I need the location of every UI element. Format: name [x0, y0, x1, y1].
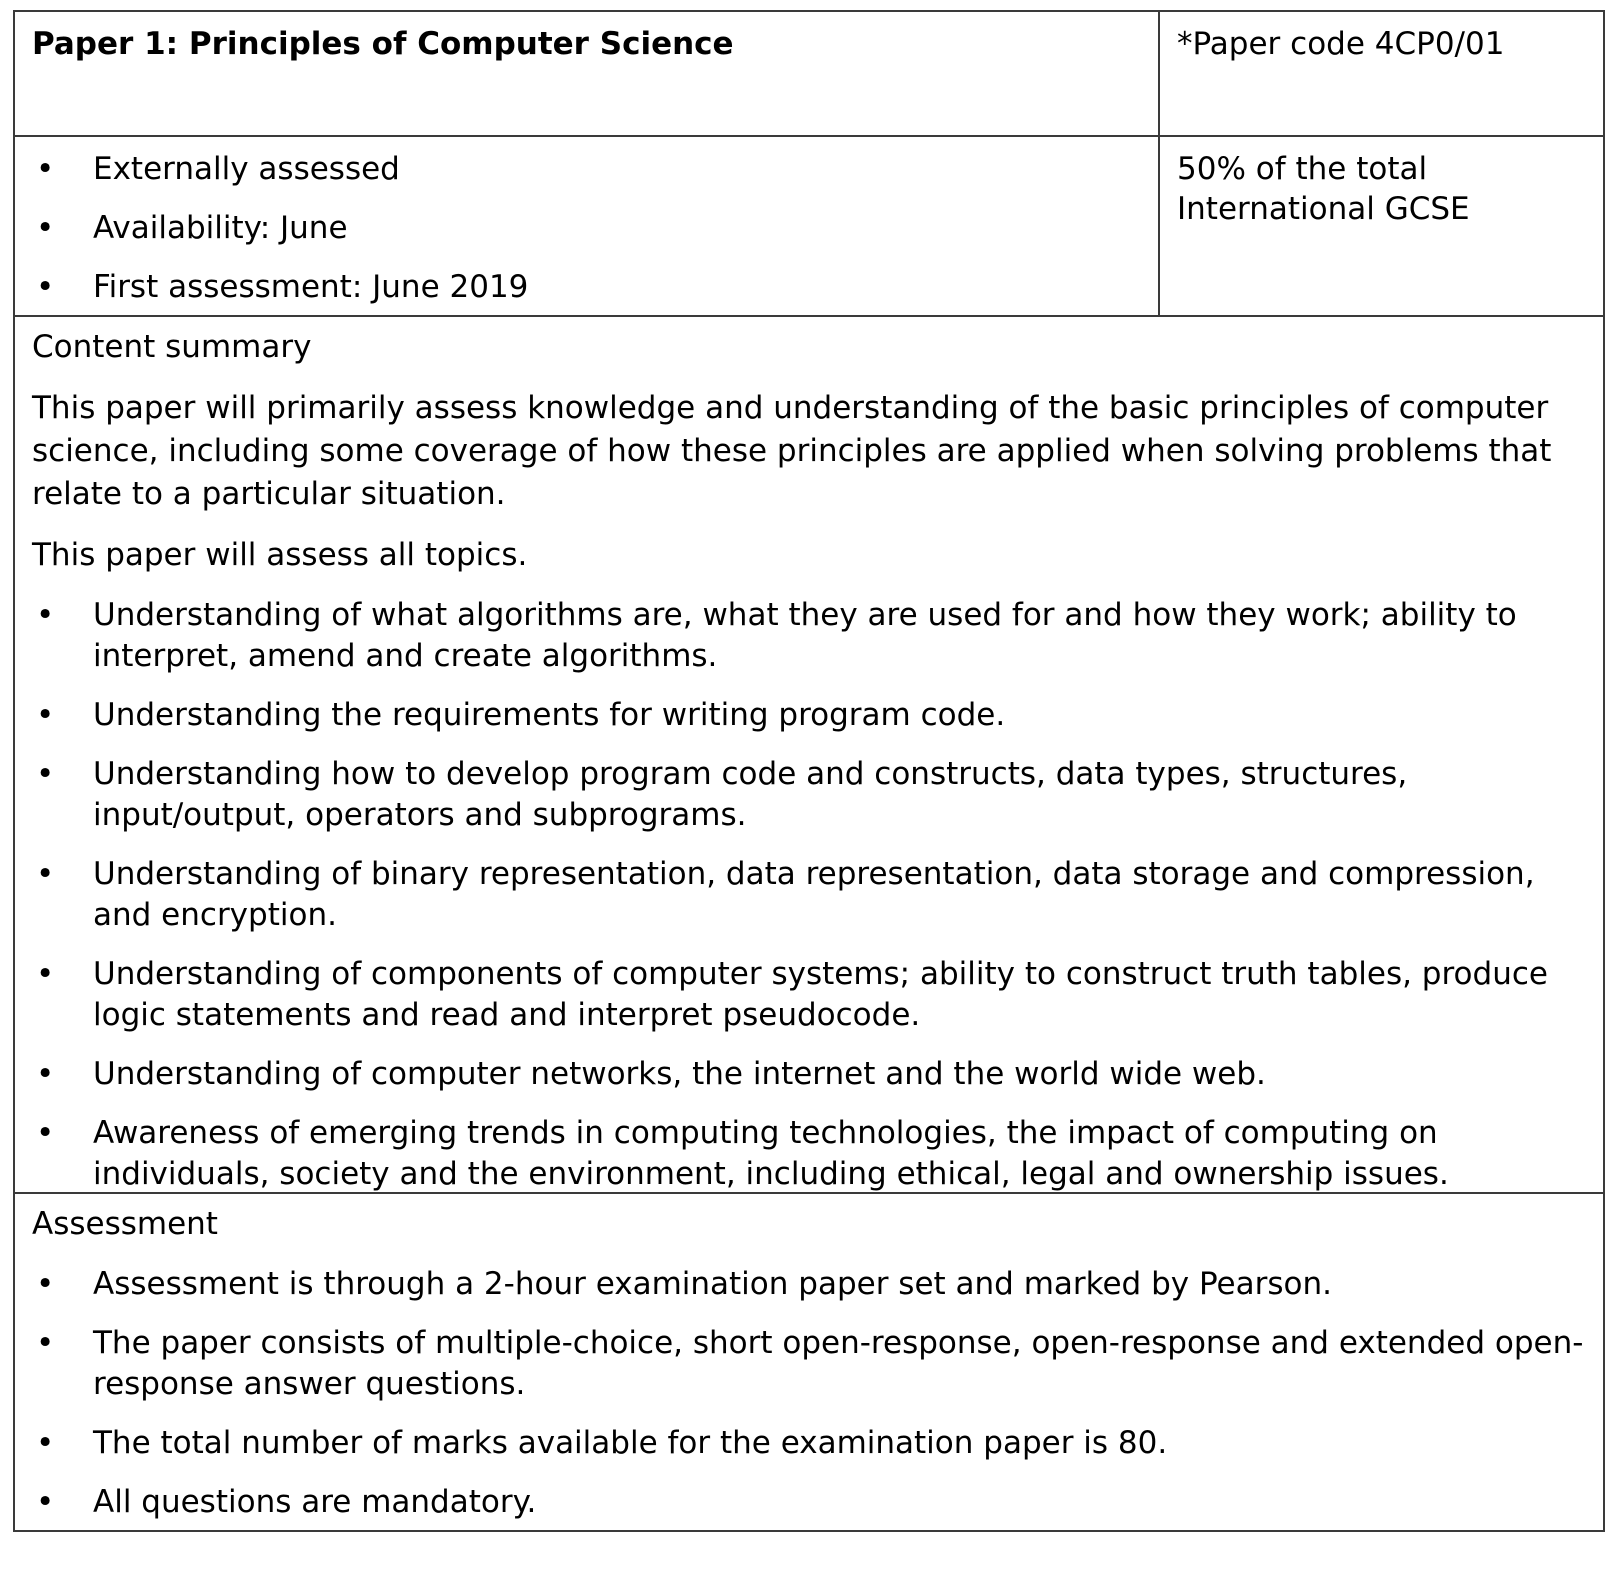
assessment-row: [15, 1194, 1603, 1530]
bullet-icon: •: [36, 956, 55, 992]
bullet-icon: •: [36, 1325, 55, 1361]
meta-cell: [15, 137, 1160, 315]
list-item: • Availability: June: [32, 208, 1142, 249]
paper-spec-table: [13, 10, 1605, 1532]
list-item: • Understanding of binary representation, data representation, data storage and compression, and encryption.: [36, 856, 1535, 933]
bullet-icon: •: [36, 210, 55, 246]
content-summary-scope: This paper will assess all topics.: [32, 537, 528, 573]
content-summary-heading: Content summary: [32, 329, 312, 365]
list-item: • Understanding of computer networks, the internet and the world wide web.: [32, 1054, 1587, 1095]
list-item: • The paper consists of multiple-choice, short open-response, open-response and extended open-response answer questions.: [36, 1325, 1584, 1402]
weighting-line-2: International GCSE: [1177, 191, 1470, 227]
bullet-icon: •: [36, 1115, 55, 1151]
bullet-icon: •: [36, 756, 55, 792]
list-item: • Awareness of emerging trends in computing technologies, the impact of computing on individuals, society and the environment, including ethical, legal and ownership issues.: [36, 1115, 1449, 1192]
weighting-cell: [1160, 137, 1603, 315]
list-item: • Assessment is through a 2-hour examination paper set and marked by Pearson.: [32, 1264, 1587, 1305]
bullet-icon: •: [36, 269, 55, 305]
content-summary-row: [15, 317, 1603, 1194]
assessment-list: [32, 1264, 1587, 1523]
list-item: • Externally assessed: [32, 149, 1142, 190]
bullet-icon: •: [36, 1425, 55, 1461]
list-item: • Understanding the requirements for writing program code.: [32, 695, 1587, 736]
title-row: [15, 12, 1603, 137]
title-cell: [15, 12, 1160, 135]
list-item: • Understanding of what algorithms are, what they are used for and how they work; ability to interpret, amend and create algorithms.: [36, 597, 1517, 674]
topic-list: [32, 595, 1587, 1195]
bullet-icon: •: [36, 1056, 55, 1092]
bullet-icon: •: [36, 151, 55, 187]
list-item: • Understanding how to develop program code and constructs, data types, structures, input/output, operators and subprograms.: [36, 756, 1408, 833]
list-item: • All questions are mandatory.: [32, 1482, 1587, 1523]
list-item: • The total number of marks available for the examination paper is 80.: [32, 1423, 1587, 1464]
content-summary-intro: This paper will primarily assess knowledge and understanding of the basic principles of computer science, including some coverage of how these principles are applied when solving problems that relate to a particular situation.: [32, 390, 1552, 512]
content-summary-cell: [15, 317, 1603, 1192]
assessment-heading: Assessment: [32, 1206, 218, 1242]
bullet-icon: •: [36, 856, 55, 892]
meta-list: [32, 149, 1142, 308]
list-item: • First assessment: June 2019: [32, 267, 1142, 308]
list-item: • Understanding of components of computer systems; ability to construct truth tables, produce logic statements and read and interpret pseudocode.: [36, 956, 1548, 1033]
bullet-icon: •: [36, 1484, 55, 1520]
assessment-cell: [15, 1194, 1603, 1530]
paper-title: Paper 1: Principles of Computer Science: [32, 26, 734, 62]
meta-row: [15, 137, 1603, 317]
weighting-line-1: 50% of the total: [1177, 151, 1428, 187]
bullet-icon: •: [36, 597, 55, 633]
paper-code: *Paper code 4CP0/01: [1177, 26, 1505, 62]
bullet-icon: •: [36, 697, 55, 733]
paper-code-cell: [1160, 12, 1603, 135]
bullet-icon: •: [36, 1266, 55, 1302]
